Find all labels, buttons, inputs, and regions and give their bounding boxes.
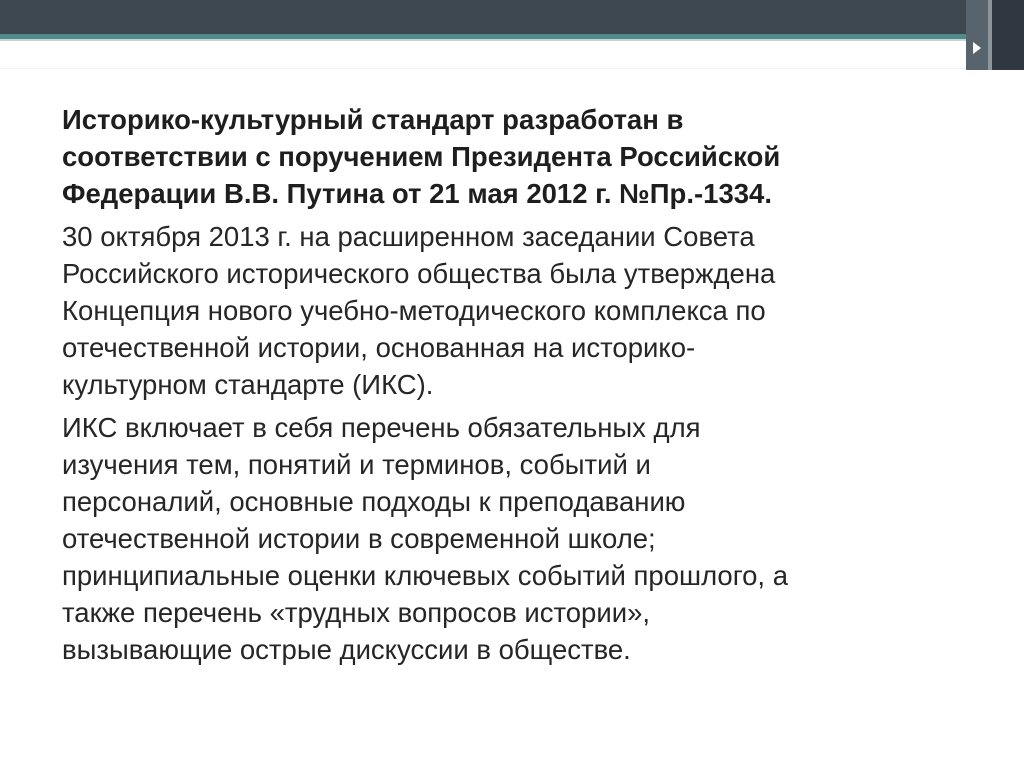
text-line: ИКС включает в себя перечень обязательных для bbox=[62, 412, 701, 443]
arrow-right-icon bbox=[973, 42, 981, 54]
slide-body bbox=[62, 101, 982, 668]
text-line: Российского исторического общества была утверждена bbox=[62, 258, 776, 289]
header-thin-line bbox=[0, 39, 1024, 41]
paragraph-iks-contents bbox=[62, 409, 982, 668]
text-line: соответствии с поручением Президента Российской bbox=[62, 141, 781, 172]
text-line: Федерации В.В. Путина от 21 мая 2012 г. №Пр.-1334. bbox=[62, 178, 772, 209]
corner-frame bbox=[966, 0, 1024, 70]
text-line: изучения тем, понятий и терминов, событий и bbox=[62, 449, 651, 480]
text-line: Историко-культурный стандарт разработан в bbox=[62, 104, 684, 135]
header-separator bbox=[0, 68, 966, 69]
paragraph-concept-approval bbox=[62, 218, 982, 403]
text-line: Концепция нового учебно-методического комплекса по bbox=[62, 295, 766, 326]
text-line: отечественной истории, основанная на историко- bbox=[62, 332, 696, 363]
text-line: 30 октября 2013 г. на расширенном заседании Совета bbox=[62, 221, 755, 252]
text-line: отечественной истории в современной школе; bbox=[62, 523, 656, 554]
text-line: принципиальные оценки ключевых событий прошлого, а bbox=[62, 560, 789, 591]
header-band bbox=[0, 0, 1024, 34]
paragraph-standard-origin bbox=[62, 101, 982, 212]
text-line: персоналий, основные подходы к преподаванию bbox=[62, 486, 686, 517]
text-line: вызывающие острые дискуссии в обществе. bbox=[62, 634, 631, 665]
text-line: также перечень «трудных вопросов истории», bbox=[62, 597, 651, 628]
text-line: культурном стандарте (ИКС). bbox=[62, 369, 434, 400]
